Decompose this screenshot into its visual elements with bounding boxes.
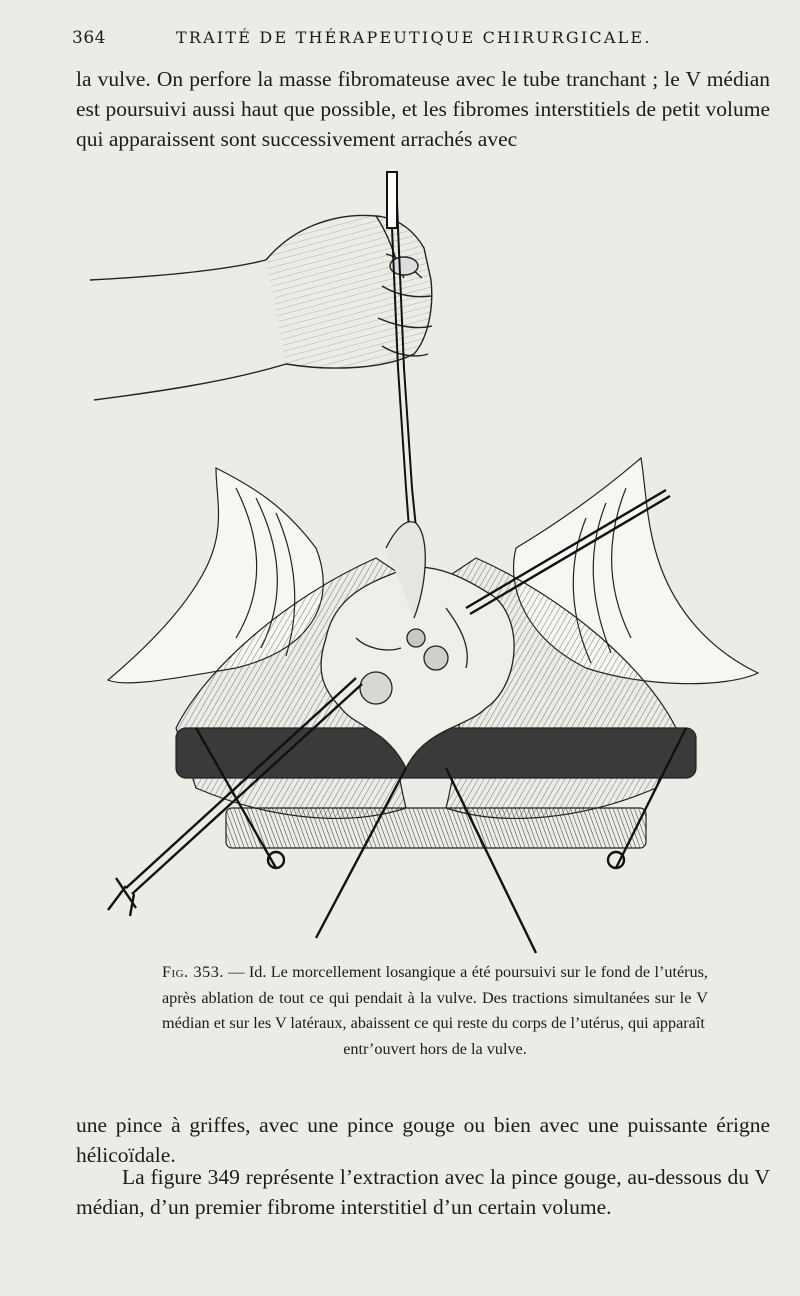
paragraph-top: la vulve. On perfore la masse fibromateuse avec le tube tranchant ; le V médian est poursuivi aussi haut que possible, et les fibromes interstitiels de petit volume qui apparaissent sont successivement arrachés avec [76,67,770,151]
figure-caption [162,960,708,1062]
page-header [72,28,772,52]
hand-drawing [90,215,432,400]
figure-label: Fig. 353. [162,963,224,981]
running-title: TRAITÉ DE THÉRAPEUTIQUE CHIRURGICALE. [176,28,652,47]
surgical-illustration [86,168,766,958]
paragraph-figure-reference: La figure 349 représente l’extraction avec la pince gouge, au-dessous du V médian, d’un premier fibrome interstitiel d’un certain volume. [76,1165,770,1219]
caption-text: — Id. Le morcellement losangique a été poursuivi sur le fond de l’utérus, après ablation de tout ce qui pendait à la vulve. Des tractions simultanées sur le V médian et sur les V latéraux, abaissent ce qui reste du corps de l’utérus, qui apparaît [162,963,708,1032]
paragraph-continuation: une pince à griffes, avec une pince gouge ou bien avec une puissante érigne hélicoïdale. [76,1113,770,1167]
page-number: 364 [72,28,106,48]
caption-last-line: entr’ouvert hors de la vulve. [343,1039,527,1058]
